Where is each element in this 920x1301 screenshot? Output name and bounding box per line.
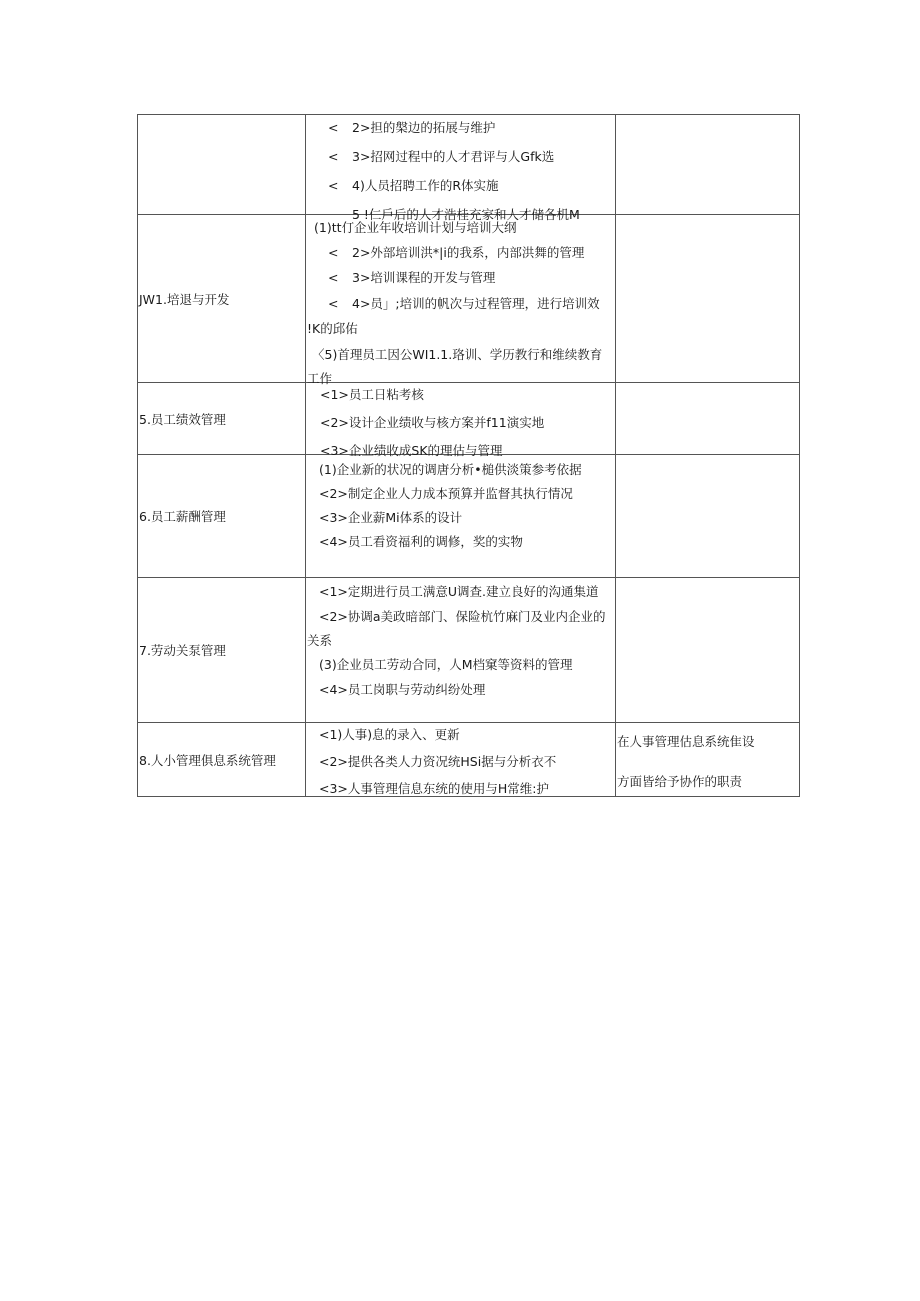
note-line: 方面皆给予协作的职责 bbox=[617, 774, 743, 789]
note-line: 在人事管理估息系统隹设 bbox=[617, 734, 755, 749]
list-item: 关系 bbox=[307, 633, 333, 648]
list-item: 〈5)首理员工因公WI1.1.珞训、学历教行和维续教育 bbox=[312, 347, 603, 362]
table-row bbox=[138, 455, 799, 577]
table-row bbox=[138, 578, 799, 722]
table-row bbox=[138, 723, 799, 797]
duties-cell bbox=[306, 115, 614, 222]
list-item: <3>企业薪Mi体系的设计 bbox=[319, 510, 463, 525]
list-item: <4>员工岗职与劳动纠纷处理 bbox=[319, 682, 486, 697]
note-cell bbox=[616, 115, 800, 214]
list-item: <1)人事)息的录入、更新 bbox=[319, 727, 460, 742]
list-item: <2>提供各类人力资况统HSi据与分析衣不 bbox=[319, 754, 557, 769]
note-cell bbox=[616, 383, 800, 454]
note-cell bbox=[616, 455, 800, 577]
list-item: <1>员工日粘考核 bbox=[320, 387, 424, 402]
list-item: < 3>培训课程的开发与管理 bbox=[328, 270, 496, 285]
category-cell: 8.人小管理俱息系统管理 bbox=[139, 753, 276, 768]
category-cell: 6.员工薪酬管理 bbox=[139, 509, 226, 524]
category-cell bbox=[139, 115, 304, 214]
list-item: (3)企业员工劳动合同，人M档窠等资料的管理 bbox=[319, 657, 573, 672]
duties-cell bbox=[306, 215, 614, 386]
note-cell bbox=[616, 578, 800, 722]
responsibility-table bbox=[137, 114, 800, 797]
category-cell: JW1.培退与开发 bbox=[139, 291, 230, 307]
table-row bbox=[138, 215, 799, 386]
list-item: < 2>担的槃边的拓展与维护 bbox=[328, 120, 496, 135]
duties-cell bbox=[306, 455, 614, 577]
list-item: < 3>招网过程中的人才君评与人Gfk选 bbox=[328, 149, 555, 164]
list-item: <2>设计企业绩收与核方案并f11演实地 bbox=[320, 415, 545, 430]
list-item: !K的邱佑 bbox=[307, 321, 358, 336]
list-item: <2>协调a美政暗部门、保险杭竹麻门及业内企业的 bbox=[319, 609, 606, 624]
list-item: (1)企业新的状况的调唐分析•槌供淡策参考依据 bbox=[319, 462, 582, 477]
table-row bbox=[138, 115, 799, 222]
list-item: <3>企业绩收成SK的理估与管理 bbox=[320, 443, 503, 458]
list-item: 5 !仁戶后的人才浩桂充家和人才储各机M bbox=[352, 207, 580, 222]
category-cell: 5.员工绩效管理 bbox=[139, 411, 226, 427]
list-item: < 2>外部培训洪*|i的我系，内部洪舞的管理 bbox=[328, 245, 585, 260]
list-item: <1>定期进行员工满意U调查.建立良好的沟通集道 bbox=[319, 584, 599, 599]
duties-cell bbox=[306, 723, 614, 797]
duties-cell bbox=[306, 578, 614, 722]
category-cell: 7.劳动关泵管理 bbox=[139, 643, 226, 658]
list-item: <3>人事管理信息东统的使用与H常维:护 bbox=[319, 781, 550, 796]
list-item: < 4)人员招聘工作的R体实施 bbox=[328, 178, 499, 193]
list-item: <4>员工看资福利的调修，奖的实物 bbox=[319, 534, 523, 549]
list-item: < 4>员」;培训的帆次与过程管理，进行培训效 bbox=[328, 296, 600, 311]
note-cell bbox=[616, 723, 800, 797]
list-item: 工作 bbox=[307, 371, 333, 386]
note-cell bbox=[616, 215, 800, 382]
list-item: <2>制定企业人力成本预算并监督其执行情况 bbox=[319, 486, 573, 501]
list-item: (1)tt仃企业年收培训计划与培训大纲 bbox=[314, 220, 517, 235]
duties-cell bbox=[306, 383, 614, 458]
table-row bbox=[138, 383, 799, 458]
